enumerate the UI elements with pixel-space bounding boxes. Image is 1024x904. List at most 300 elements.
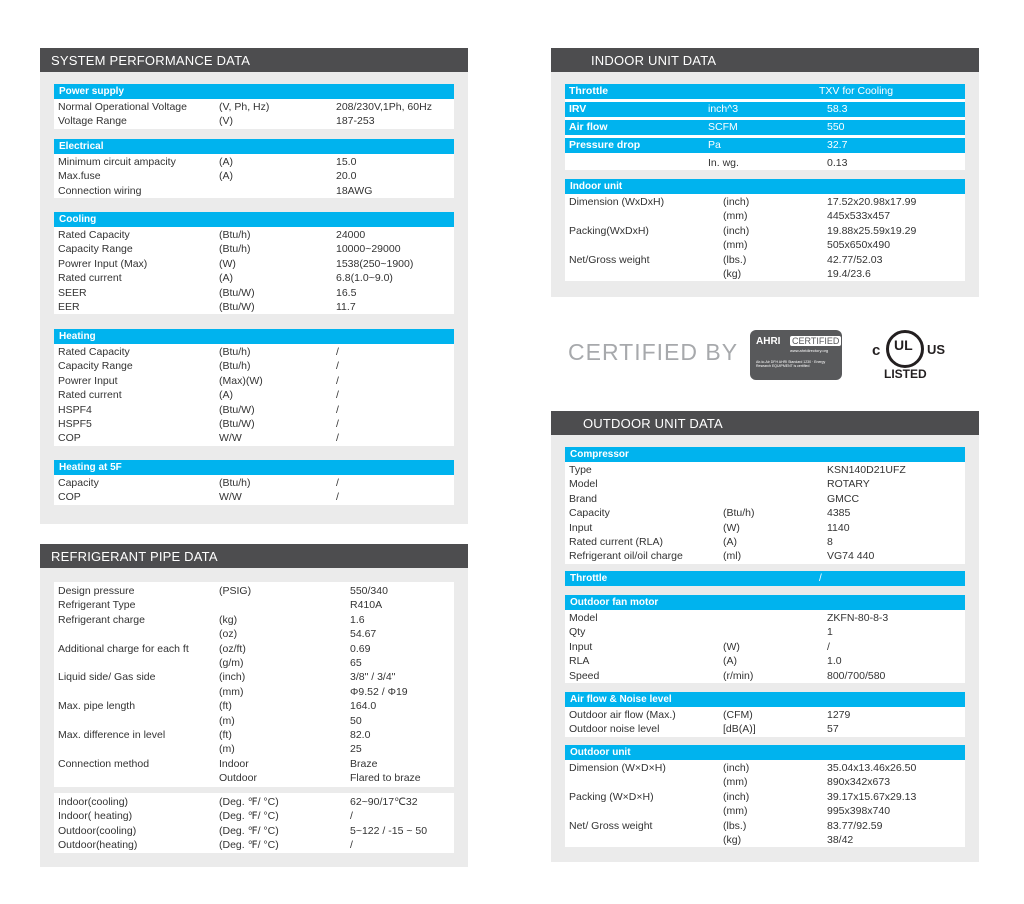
- row-unit: (inch): [219, 671, 246, 684]
- table-row: [54, 228, 454, 242]
- row-label: IRV: [569, 103, 587, 115]
- row-unit: (inch): [723, 224, 750, 237]
- row-value: 1: [827, 626, 833, 639]
- table-row: [54, 431, 454, 445]
- table-row: [565, 506, 965, 520]
- section-heading-text: Power supply: [59, 86, 125, 97]
- table-row: [565, 138, 965, 153]
- section-heading-value: /: [819, 573, 822, 584]
- row-value: /: [336, 491, 339, 504]
- row-value: ZKFN-80-8-3: [827, 612, 889, 624]
- row-label: Voltage Range: [58, 115, 127, 128]
- row-value: /: [336, 432, 339, 445]
- row-value: 1140: [827, 521, 850, 534]
- row-unit: (mm): [723, 239, 748, 252]
- row-label: Liquid side/ Gas side: [58, 671, 156, 684]
- row-unit: (lbs.): [723, 819, 747, 832]
- row-label: Qty: [569, 626, 586, 639]
- row-label: Minimum circuit ampacity: [58, 156, 176, 168]
- row-value: /: [827, 640, 830, 653]
- outdoor-unit-title: OUTDOOR UNIT DATA: [583, 416, 723, 431]
- table-row: [565, 84, 965, 99]
- row-unit: (ml): [723, 550, 742, 563]
- refrigerant-pipe-panel: [40, 544, 468, 867]
- row-value: 890x342x673: [827, 776, 891, 789]
- row-label: Refrigerant charge: [58, 613, 145, 626]
- row-unit: Outdoor: [219, 772, 257, 785]
- table-row: [54, 742, 454, 756]
- table-row: [565, 492, 965, 506]
- table-row: [565, 669, 965, 683]
- row-unit: SCFM: [708, 121, 738, 133]
- row-value: 32.7: [827, 139, 848, 151]
- row-value: 550/340: [350, 585, 388, 597]
- system-performance-header: [40, 48, 468, 72]
- row-label: Capacity: [58, 477, 99, 489]
- ahri-logo-text: AHRI: [756, 336, 781, 347]
- row-label: Outdoor(cooling): [58, 824, 137, 837]
- row-value: 995x398x740: [827, 805, 891, 818]
- indoor-unit-panel: [551, 48, 979, 297]
- row-unit: (g/m): [219, 656, 244, 669]
- row-unit: W/W: [219, 432, 242, 445]
- row-unit: (Btu/W): [219, 417, 255, 430]
- row-label: Brand: [569, 492, 598, 505]
- ahri-web-text: www.ahridirectory.org: [790, 348, 829, 353]
- section-heading: [54, 329, 454, 344]
- section-heading: [565, 595, 965, 610]
- table-row: [54, 613, 454, 627]
- row-unit: (mm): [219, 685, 244, 698]
- row-value: 208/230V,1Ph, 60Hz: [336, 101, 432, 113]
- table-row: [565, 708, 965, 722]
- row-label: Packing(WxDxH): [569, 224, 649, 237]
- table-row: [54, 642, 454, 656]
- row-label: Connection method: [58, 757, 150, 770]
- table-row: [54, 490, 454, 504]
- row-label: Refrigerant Type: [58, 599, 136, 612]
- row-value: 8: [827, 535, 833, 548]
- row-unit: (mm): [723, 210, 748, 223]
- row-value: 83.77/92.59: [827, 819, 883, 832]
- section-heading-text: Air flow & Noise level: [570, 694, 672, 705]
- row-value: 3/8" / 3/4": [350, 671, 396, 684]
- table-row: [54, 359, 454, 373]
- row-unit: (Btu/h): [219, 360, 251, 373]
- row-value: 0.13: [827, 157, 848, 169]
- row-unit: (Deg. ℉/ °C): [219, 810, 279, 823]
- table-row: [565, 654, 965, 668]
- spec-section: [565, 447, 965, 564]
- table-row: [54, 271, 454, 285]
- table-row: [565, 640, 965, 654]
- row-label: Indoor(cooling): [58, 796, 129, 808]
- row-value: ROTARY: [827, 478, 870, 491]
- system-performance-title: SYSTEM PERFORMANCE DATA: [51, 53, 251, 68]
- table-row: [565, 477, 965, 491]
- row-label: Outdoor air flow (Max.): [569, 709, 676, 721]
- row-value: 1279: [827, 709, 851, 721]
- table-row: [54, 656, 454, 670]
- section-heading: [565, 571, 965, 586]
- table-row: [565, 195, 965, 209]
- ahri-certified-logo: [750, 330, 842, 380]
- row-value: /: [336, 346, 339, 358]
- section-heading-text: Indoor unit: [570, 181, 623, 192]
- row-value: 1.6: [350, 613, 365, 626]
- table-row: [565, 761, 965, 775]
- indoor-unit-title: INDOOR UNIT DATA: [591, 53, 717, 68]
- table-row: [565, 521, 965, 535]
- row-unit: (kg): [723, 833, 742, 846]
- row-label: Max.fuse: [58, 170, 101, 183]
- row-unit: (W): [723, 640, 740, 653]
- table-row: [565, 253, 965, 267]
- row-value: /: [336, 374, 339, 387]
- table-row: [54, 824, 454, 838]
- row-unit: (Btu/h): [219, 243, 251, 256]
- row-unit: (A): [219, 389, 233, 402]
- table-row: [54, 114, 454, 128]
- spec-section: [565, 571, 965, 586]
- row-label: Outdoor(heating): [58, 839, 138, 852]
- table-row: [54, 771, 454, 785]
- table-row: [565, 775, 965, 789]
- row-label: Rated Capacity: [58, 346, 130, 358]
- table-row: [54, 374, 454, 388]
- ul-us-text: US: [927, 342, 946, 357]
- section-heading: [565, 447, 965, 462]
- row-value: 42.77/52.03: [827, 253, 883, 266]
- table-row: [54, 670, 454, 684]
- ahri-badge-text: CERTIFIED: [792, 336, 840, 346]
- row-unit: (Btu/W): [219, 403, 255, 416]
- row-unit: (CFM): [723, 709, 753, 721]
- row-value: 20.0: [336, 170, 357, 183]
- row-label: Net/Gross weight: [569, 253, 650, 266]
- row-label: Dimension (W×D×H): [569, 762, 666, 774]
- section-heading: [54, 460, 454, 475]
- refrigerant-pipe-header: [40, 544, 468, 568]
- row-label: Speed: [569, 669, 600, 682]
- row-label: Design pressure: [58, 585, 135, 597]
- row-value: 5~122 / -15 ~ 50: [350, 824, 428, 837]
- table-row: [565, 535, 965, 549]
- row-value: GMCC: [827, 492, 860, 505]
- row-unit: (W): [723, 521, 740, 534]
- table-row: [565, 819, 965, 833]
- row-unit: inch^3: [708, 103, 739, 115]
- row-value: 50: [350, 714, 362, 727]
- spec-section: [565, 745, 965, 847]
- table-row: [54, 155, 454, 169]
- section-heading: [54, 139, 454, 154]
- row-value: Flared to braze: [350, 772, 421, 785]
- section-heading: [565, 745, 965, 760]
- spec-section: [54, 212, 454, 314]
- table-row: [565, 156, 965, 170]
- row-unit: (Btu/h): [219, 477, 251, 489]
- row-label: Capacity Range: [58, 243, 133, 256]
- row-unit: (kg): [219, 613, 238, 626]
- row-label: Throttle: [569, 85, 609, 97]
- row-value: 187-253: [336, 115, 375, 128]
- row-label: Model: [569, 478, 598, 491]
- row-unit: (Btu/h): [219, 346, 251, 358]
- row-label: Capacity Range: [58, 360, 133, 373]
- row-label: Pressure drop: [569, 139, 641, 151]
- row-value: 25: [350, 743, 362, 756]
- row-value: /: [336, 477, 339, 489]
- row-value: 505x650x490: [827, 239, 891, 252]
- row-label: Refrigerant oil/oil charge: [569, 550, 683, 563]
- table-row: [54, 685, 454, 699]
- ul-mark-text: UL: [894, 337, 913, 353]
- refrigerant-pipe-title: REFRIGERANT PIPE DATA: [51, 549, 218, 564]
- table-row: [565, 611, 965, 625]
- row-label: Rated current: [58, 389, 122, 402]
- row-value: 19.4/23.6: [827, 267, 871, 280]
- table-row: [54, 345, 454, 359]
- table-row: [54, 598, 454, 612]
- section-heading-text: Compressor: [570, 449, 629, 460]
- row-unit: (oz): [219, 628, 238, 641]
- table-row: [54, 809, 454, 823]
- row-value: 4385: [827, 507, 851, 520]
- table-row: [54, 627, 454, 641]
- row-value: 164.0: [350, 700, 377, 713]
- row-value: KSN140D21UFZ: [827, 464, 906, 476]
- row-label: HSPF5: [58, 417, 92, 430]
- row-label: RLA: [569, 655, 590, 668]
- row-value: 35.04x13.46x26.50: [827, 762, 917, 774]
- row-unit: (mm): [723, 776, 748, 789]
- row-value: 16.5: [336, 286, 357, 299]
- outdoor-unit-panel: [551, 411, 979, 862]
- row-value: /: [336, 389, 339, 402]
- row-unit: (Deg. ℉/ °C): [219, 839, 279, 852]
- table-row: [565, 120, 965, 135]
- row-value: R410A: [350, 599, 383, 612]
- table-row: [565, 625, 965, 639]
- row-value: 57: [827, 723, 839, 736]
- row-unit: (W): [219, 257, 236, 270]
- table-row: [54, 417, 454, 431]
- row-label: Indoor( heating): [58, 810, 133, 823]
- table-row: [54, 169, 454, 183]
- row-value: 38/42: [827, 833, 854, 846]
- row-unit: (V): [219, 115, 233, 128]
- section-heading-text: Heating at 5F: [59, 462, 122, 473]
- row-value: 550: [827, 121, 845, 133]
- row-label: Net/ Gross weight: [569, 819, 653, 832]
- row-value: 24000: [336, 229, 366, 241]
- row-value: /: [336, 360, 339, 373]
- row-value: 58.3: [827, 103, 848, 115]
- row-unit: (Deg. ℉/ °C): [219, 824, 279, 837]
- indoor-unit-dimensions-table: [565, 179, 965, 281]
- row-label: Normal Operational Voltage: [58, 101, 187, 113]
- table-row: [54, 795, 454, 809]
- row-unit: (Btu/h): [723, 507, 755, 520]
- row-value: /: [336, 417, 339, 430]
- section-heading-text: Throttle: [570, 573, 608, 584]
- section-heading-text: Heating: [59, 331, 96, 342]
- ul-c-text: c: [872, 342, 881, 359]
- table-row: [565, 267, 965, 281]
- section-heading-text: Cooling: [59, 214, 97, 225]
- ul-listed-text: LISTED: [884, 367, 927, 381]
- row-unit: (V, Ph, Hz): [219, 101, 270, 113]
- table-row: [54, 257, 454, 271]
- row-unit: W/W: [219, 491, 242, 504]
- row-label: Rated current (RLA): [569, 535, 663, 548]
- row-value: 10000~29000: [336, 243, 401, 256]
- row-value: 62~90/17℃32: [350, 796, 418, 808]
- table-row: [565, 790, 965, 804]
- table-row: [54, 242, 454, 256]
- row-label: Outdoor noise level: [569, 723, 660, 736]
- row-label: Dimension (WxDxH): [569, 196, 665, 208]
- row-unit: In. wg.: [708, 157, 739, 169]
- row-unit: (Max)(W): [219, 374, 263, 387]
- table-row: [565, 833, 965, 847]
- row-value: 0.69: [350, 642, 371, 655]
- row-value: 17.52x20.98x17.99: [827, 196, 917, 208]
- table-row: [54, 184, 454, 198]
- row-value: 445x533x457: [827, 210, 891, 223]
- table-row: [565, 224, 965, 238]
- section-heading: [54, 212, 454, 227]
- row-value: 18AWG: [336, 184, 373, 197]
- row-value: /: [336, 403, 339, 416]
- row-label: Input: [569, 640, 593, 653]
- row-unit: (Deg. ℉/ °C): [219, 796, 279, 808]
- row-label: Additional charge for each ft: [58, 642, 189, 655]
- table-row: [54, 388, 454, 402]
- table-row: [54, 300, 454, 314]
- spec-section: [54, 460, 454, 505]
- row-value: Φ9.52 / Φ19: [350, 685, 408, 698]
- spec-section: [54, 84, 454, 129]
- row-unit: (A): [219, 156, 233, 168]
- row-unit: (lbs.): [723, 253, 747, 266]
- row-label: Packing (W×D×H): [569, 790, 654, 803]
- row-unit: (r/min): [723, 669, 754, 682]
- row-label: Max. difference in level: [58, 728, 166, 741]
- spec-section: [54, 139, 454, 198]
- table-row: [565, 463, 965, 477]
- row-label: EER: [58, 300, 80, 313]
- row-unit: (inch): [723, 762, 750, 774]
- row-value: 1.0: [827, 655, 842, 668]
- row-label: Connection wiring: [58, 184, 142, 197]
- ahri-fine-print: Air-to-Air DFH AHRI Standard 1230 · Energy Research EQUIPMENT is certified: [756, 360, 826, 368]
- table-row: [54, 286, 454, 300]
- row-label: Powrer Input: [58, 374, 118, 387]
- section-heading: [565, 179, 965, 194]
- indoor-unit-airflow-table: [565, 84, 965, 170]
- table-row: [565, 209, 965, 223]
- indoor-unit-header: [551, 48, 979, 72]
- row-unit: (PSIG): [219, 585, 252, 597]
- row-label: COP: [58, 491, 81, 504]
- table-row: [565, 722, 965, 736]
- row-value: TXV for Cooling: [819, 85, 894, 97]
- section-heading: [565, 692, 965, 707]
- row-unit: (A): [723, 655, 737, 668]
- table-row: [54, 714, 454, 728]
- row-unit: (Btu/W): [219, 300, 255, 313]
- certified-by-label: CERTIFIED BY: [568, 339, 739, 365]
- table-row: [565, 102, 965, 117]
- row-unit: (oz/ft): [219, 642, 246, 655]
- row-label: COP: [58, 432, 81, 445]
- table-row: [54, 699, 454, 713]
- row-label: Rated current: [58, 272, 122, 285]
- table-row: [565, 549, 965, 563]
- table-row: [54, 728, 454, 742]
- row-unit: Pa: [708, 139, 721, 151]
- row-unit: (mm): [723, 805, 748, 818]
- table-row: [54, 476, 454, 490]
- row-unit: (A): [723, 535, 737, 548]
- row-value: 65: [350, 656, 362, 669]
- table-row: [565, 238, 965, 252]
- row-unit: (kg): [723, 267, 742, 280]
- row-unit: (Btu/W): [219, 286, 255, 299]
- row-unit: (inch): [723, 790, 750, 803]
- section-heading-text: Outdoor fan motor: [570, 597, 659, 608]
- table-row: [54, 403, 454, 417]
- refrigerant-pipe-table: [54, 582, 454, 787]
- row-label: Air flow: [569, 121, 608, 133]
- outdoor-unit-header: [551, 411, 979, 435]
- spec-section: [565, 595, 965, 683]
- row-value: 39.17x15.67x29.13: [827, 790, 917, 803]
- table-row: [54, 584, 454, 598]
- table-row: [54, 757, 454, 771]
- section-heading-text: Outdoor unit: [570, 747, 631, 758]
- row-unit: (A): [219, 272, 233, 285]
- row-value: 19.88x25.59x19.29: [827, 224, 917, 237]
- row-unit: (ft): [219, 728, 232, 741]
- row-value: 11.7: [336, 300, 356, 313]
- row-unit: (m): [219, 714, 235, 727]
- row-unit: (inch): [723, 196, 750, 208]
- row-value: 15.0: [336, 156, 357, 168]
- row-label: Rated Capacity: [58, 229, 130, 241]
- refrigerant-temperature-table: [54, 793, 454, 853]
- row-value: VG74 440: [827, 550, 875, 563]
- row-value: 54.67: [350, 628, 377, 641]
- row-label: Max. pipe length: [58, 700, 136, 713]
- row-label: Input: [569, 521, 593, 534]
- spec-section: [565, 692, 965, 737]
- table-row: [54, 838, 454, 852]
- row-value: 800/700/580: [827, 669, 886, 682]
- row-unit: (Btu/h): [219, 229, 251, 241]
- row-value: Braze: [350, 757, 378, 770]
- row-label: Model: [569, 612, 598, 624]
- row-label: Powrer Input (Max): [58, 257, 148, 270]
- row-value: 1538(250~1900): [336, 257, 414, 270]
- ul-listed-logo: [872, 322, 948, 382]
- row-value: /: [350, 810, 353, 823]
- row-value: 82.0: [350, 728, 371, 741]
- row-value: 6.8(1.0~9.0): [336, 272, 393, 285]
- row-label: Type: [569, 464, 592, 476]
